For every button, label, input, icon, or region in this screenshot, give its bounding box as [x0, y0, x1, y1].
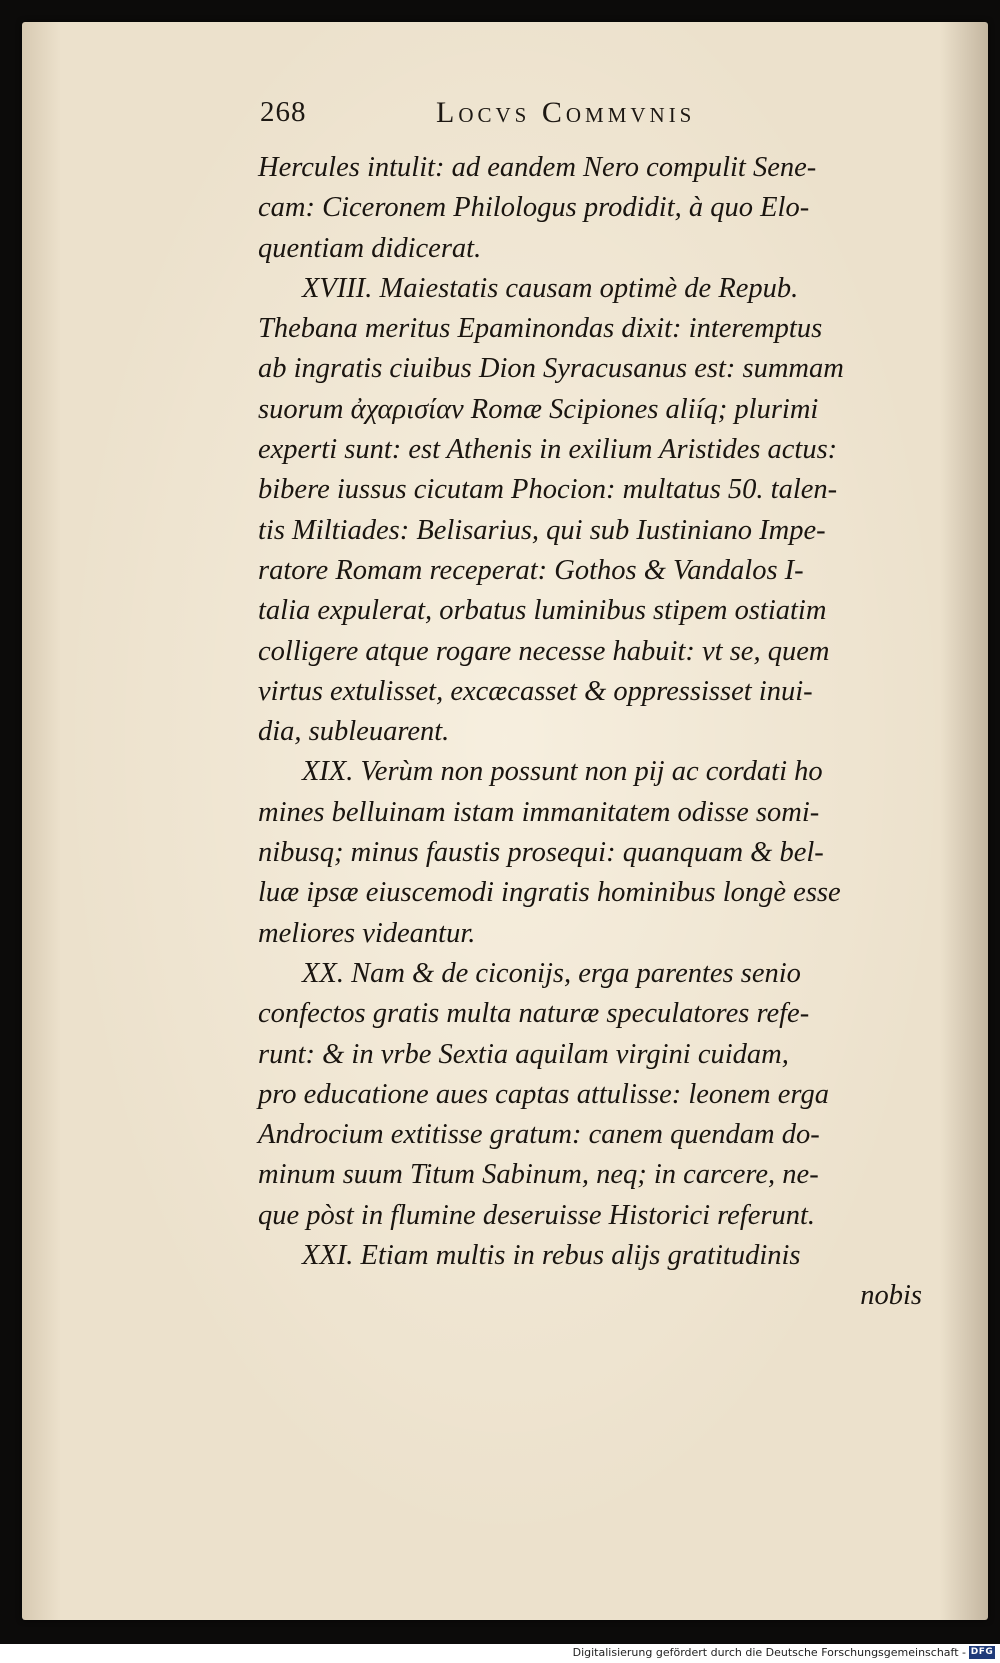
paragraph-start-xx: XX. Nam & de ciconijs, erga parentes senio: [302, 957, 801, 989]
paragraph-start-xxi: XXI. Etiam multis in rebus alijs gratitudinis: [302, 1240, 801, 1272]
catchword: nobis: [860, 1280, 922, 1312]
text-line: pro educatione aues captas attulisse: leonem erga: [258, 1078, 829, 1110]
page-number: 268: [260, 96, 307, 128]
body-text: [258, 148, 938, 1317]
text-line: Androcium extitisse gratum: canem quendam do-: [258, 1119, 820, 1151]
text-line: dia, subleuarent.: [258, 716, 450, 748]
funding-credit: Digitalisierung gefördert durch die Deutsche Forschungsgemeinschaft -: [572, 1646, 966, 1659]
text-line: nibusq; minus faustis prosequi: quanquam & bel-: [258, 837, 824, 869]
running-head: [260, 96, 910, 136]
text-line: virtus extulisset, excæcasset & oppressisset inui-: [258, 675, 813, 707]
text-line: meliores videantur.: [258, 917, 476, 949]
text-line: experti sunt: est Athenis in exilium Aristides actus:: [258, 434, 838, 466]
text-line: que pòst in flumine deseruisse Historici referunt.: [258, 1199, 816, 1231]
dfg-logo-icon: DFG: [970, 1647, 994, 1657]
text-line: suorum ἀχαρισίαν Romæ Scipiones aliíq; plurimi: [258, 393, 819, 425]
text-line: minum suum Titum Sabinum, neq; in carcere, ne-: [258, 1159, 819, 1191]
text-line: ab ingratis ciuibus Dion Syracusanus est: summam: [258, 353, 844, 385]
text-line: bibere iussus cicutam Phocion: multatus 50. talen-: [258, 474, 838, 506]
text-line: cam: Ciceronem Philologus prodidit, à quo Elo-: [258, 192, 810, 224]
text-line: runt: & in vrbe Sextia aquilam virgini cuidam,: [258, 1038, 789, 1070]
text-line: confectos gratis multa naturæ speculatores refe-: [258, 998, 810, 1030]
digitization-footer: [0, 1644, 1000, 1663]
text-line: colligere atque rogare necesse habuit: vt se, quem: [258, 635, 830, 667]
text-line: Hercules intulit: ad eandem Nero compulit Sene-: [258, 152, 817, 183]
text-line: mines belluinam istam immanitatem odisse somi-: [258, 796, 820, 828]
text-line: tis Miltiades: Belisarius, qui sub Iustiniano Impe-: [258, 514, 826, 546]
paragraph-start-xviii: XVIII. Maiestatis causam optimè de Repub.: [302, 272, 799, 304]
text-line: talia expulerat, orbatus luminibus stipem ostiatim: [258, 595, 827, 627]
running-title: Locvs Commvnis: [436, 96, 696, 129]
text-line: ratore Romam receperat: Gothos & Vandalos I-: [258, 554, 804, 586]
text-line: quentiam didicerat.: [258, 232, 482, 264]
text-line: luæ ipsæ eiuscemodi ingratis hominibus longè esse: [258, 877, 841, 909]
paragraph-start-xix: XIX. Verùm non possunt non pij ac cordati ho: [302, 756, 823, 788]
text-line: Thebana meritus Epaminondas dixit: interemptus: [258, 313, 823, 345]
